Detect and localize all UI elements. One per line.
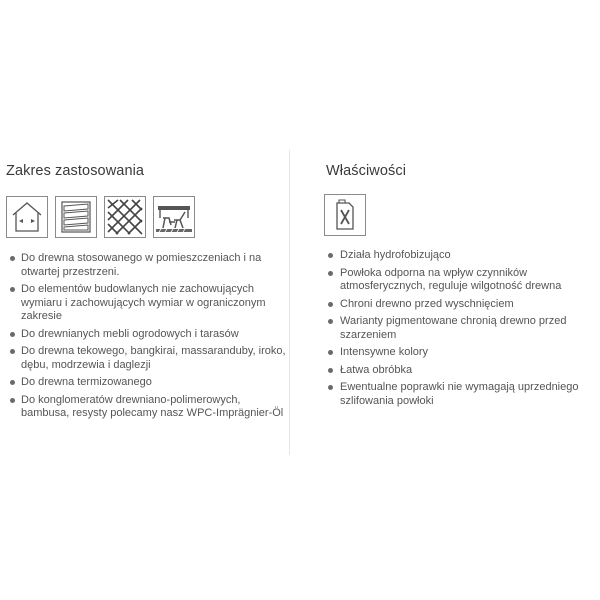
- louvered-shutter-icon: [55, 196, 97, 238]
- application-list: [6, 252, 288, 421]
- list-item: Intensywne kolory: [314, 346, 584, 360]
- list-item: Do drewna termizowanego: [6, 376, 288, 390]
- column-divider: [289, 150, 290, 455]
- properties-title: Właściwości: [326, 163, 407, 179]
- list-item: Warianty pigmentowane chronią drewno przed szarzeniem: [314, 315, 584, 342]
- application-area-title: Zakres zastosowania: [6, 163, 145, 179]
- lattice-fence-icon: [104, 196, 146, 238]
- list-item: Do elementów budowlanych nie zachowujących wymiaru i zachowujących wymiar w ograniczonym zakresie: [6, 283, 288, 324]
- water-repellent-canister-icon: [324, 194, 366, 236]
- list-item: Ewentualne poprawki nie wymagają uprzedniego szlifowania powłoki: [314, 381, 584, 408]
- application-icons: [6, 196, 288, 242]
- list-item: Do drewnianych mebli ogrodowych i tarasów: [6, 328, 288, 342]
- list-item: Chroni drewno przed wyschnięciem: [314, 298, 584, 312]
- house-icon: [6, 196, 48, 238]
- list-item: Powłoka odporna na wpływ czynników atmosferycznych, reguluje wilgotność drewna: [314, 267, 584, 294]
- list-item: Działa hydrofobizująco: [314, 249, 584, 263]
- list-item: Do drewna tekowego, bangkirai, massaranduby, iroko, dębu, modrzewia i daglezji: [6, 345, 288, 372]
- application-area-column: [6, 163, 288, 425]
- properties-column: [314, 163, 584, 412]
- garden-furniture-icon: [153, 196, 195, 238]
- properties-list: [314, 249, 584, 408]
- list-item: Łatwa obróbka: [314, 364, 584, 378]
- list-item: Do drewna stosowanego w pomieszczeniach i na otwartej przestrzeni.: [6, 252, 288, 279]
- list-item: Do konglomeratów drewniano-polimerowych, bambusa, resysty polecamy nasz WPC-Imprägnier-Öl: [6, 394, 288, 421]
- properties-icons: [314, 194, 584, 240]
